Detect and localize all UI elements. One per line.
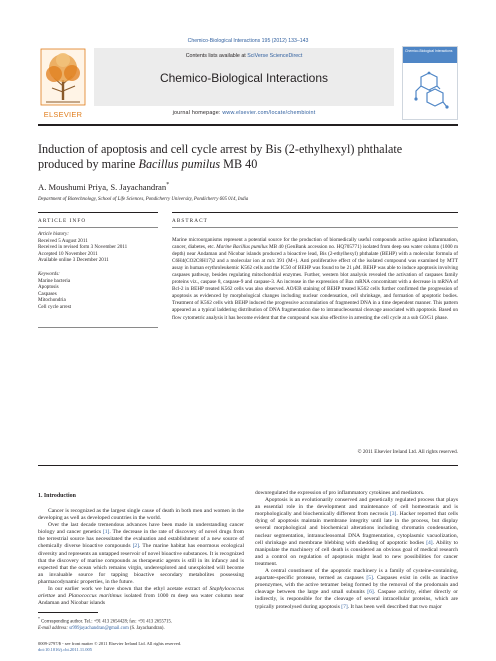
- homepage-prefix: journal homepage:: [172, 110, 223, 116]
- reference-link[interactable]: [5]: [366, 575, 373, 582]
- abstract-heading: ABSTRACT: [172, 218, 208, 224]
- history-item: Received in revised form 3 November 2011: [38, 244, 128, 251]
- abstract-top-rule: [172, 212, 458, 213]
- title-organism: Bacillus pumilus: [138, 157, 221, 171]
- corresponding-author-mark[interactable]: *: [166, 182, 170, 189]
- email-line: [38, 626, 244, 632]
- keyword: Marine bacteria: [38, 277, 71, 284]
- corresponding-author-note: [38, 616, 244, 626]
- text: In our earlier work we have shown that the ethyl acetate extract of: [48, 586, 210, 593]
- keyword: Caspases: [38, 290, 57, 297]
- history-item: Accepted 10 November 2011: [38, 250, 98, 257]
- text: . The marine habitat has enormous ecological diversity and represents an untapped reservoir of novel bioactive substances. It is recognized that the discovery of marine compounds as therapeutic agents is still in its infancy and is expected that the ocean which remains virgin, underexplored and unexploited will become an invaluable source for tapping bioactive secondary metabolites possessing pharmacodynamic properties, in the future.: [38, 543, 244, 585]
- email-suffix: (S. Jayachandran).: [128, 625, 165, 631]
- author-list: [38, 182, 169, 192]
- reference-link[interactable]: [7]: [341, 603, 348, 610]
- footnote: [38, 616, 244, 632]
- bottom-identifiers: [38, 641, 244, 652]
- copyright: © 2011 Elsevier Ireland Ltd. All rights reserved.: [357, 449, 458, 455]
- abstract-bottom-rule: [38, 465, 458, 466]
- journal-cover-thumbnail[interactable]: [402, 46, 458, 120]
- history-item: Available online 3 December 2011: [38, 257, 109, 264]
- abstract-organism: Marine Bacillus pumilus: [216, 244, 268, 251]
- reference-link[interactable]: [1]: [102, 529, 110, 536]
- elsevier-tree-logo[interactable]: [38, 46, 88, 120]
- email-label: E-mail address:: [38, 625, 70, 631]
- paragraph: [38, 586, 244, 607]
- article-title-line2: [38, 157, 458, 172]
- abstract-text: [172, 237, 458, 322]
- sciencedirect-link[interactable]: SciVerse ScienceDirect: [247, 53, 303, 59]
- body-left-column: [38, 508, 244, 607]
- keyword: Cell cycle arrest: [38, 303, 72, 310]
- reference-link[interactable]: [3]: [389, 511, 397, 518]
- text: Apoptosis is an evolutionarily conserved and genetically regulated process that plays an essential role in the development and maintenance of cell homeostasis and is morphologically and biochemically different from necrosis: [255, 497, 458, 518]
- footnote-text: Corresponding author. Tel.: +91 413 2654428; fax: +91 413 2655715.: [39, 619, 173, 625]
- cover-title: Chemico-Biological Interactions: [405, 49, 453, 53]
- article-title: [38, 142, 458, 172]
- paragraph: [255, 568, 458, 611]
- abstract-part: Marine microorganisms represent a potential source for the production of biomedically useful compounds active against inflammation, cancer, diabetes, etc.: [172, 237, 458, 251]
- contents-prefix: Contents lists available at: [185, 53, 248, 59]
- article-info: [38, 231, 156, 311]
- doi-link[interactable]: doi:10.1016/j.cbi.2011.11.005: [38, 646, 93, 652]
- affiliation: Department of Biotechnology, School of Life Sciences, Pondicherry University, Pondicherry 605 014, India: [38, 197, 249, 202]
- footnote-mark: *: [38, 617, 40, 621]
- author-names[interactable]: A. Moushumi Priya, S. Jayachandran: [38, 182, 167, 192]
- title-strain: MB 40: [220, 157, 258, 171]
- organism-name: Staphylococcus arlettae: [38, 586, 244, 600]
- publisher-name: ELSEVIER: [43, 110, 83, 119]
- text: isolated from 1000 m deep sea water column near Andaman and Nicobar islands: [38, 593, 244, 607]
- reference-link[interactable]: [2]: [132, 543, 140, 550]
- body-right-column: [255, 490, 458, 611]
- footnote-rule: [38, 612, 98, 613]
- reference-link[interactable]: [4]: [426, 539, 433, 546]
- history-item: Received 5 August 2011: [38, 237, 88, 244]
- article-info-heading: ARTICLE INFO: [38, 218, 87, 224]
- paragraph: [38, 522, 244, 586]
- paragraph: [255, 497, 458, 568]
- text: . The decrease in the rate of discovery of novel drugs from the terrestrial source has necessitated the evaluation and establishment of a new source of chemically diverse bioactive compounds: [38, 529, 244, 550]
- text: A central constituent of the apoptotic machinery is a family of cysteine-containing, aspartate-specific protease, termed as caspases: [255, 568, 458, 582]
- keyword: Apoptosis: [38, 284, 59, 291]
- cover-molecule-art: [407, 69, 453, 115]
- text: . Caspase activity, either directly or indirectly, is responsible for the cleavage of several intracellular proteins, which are typically proteolysed during apoptosis: [255, 589, 458, 610]
- article-title-line1: Induction of apoptosis and cell cycle arrest by Bis (2-ethylhexyl) phthalate: [38, 142, 403, 156]
- journal-title: Chemico-Biological Interactions: [159, 71, 329, 85]
- text: . Caspases exist in cells as inactive proenzymes, with the active tetramer being formed by the removal of the prodomain and cleavage between the large and small subunits: [255, 575, 458, 596]
- contents-line: [94, 53, 394, 59]
- text: . Hacker reported that cells dying of apoptosis maintain membrane integrity until late in the process, but display several morphological and biochemical alterations including chromatin condensation, nuclear segmentation, intranucleosomal DNA fragmentation, cytoplasmic vacuolization, cell shrinkage and membrane blebbing with shedding of apoptotic bodies: [255, 511, 458, 546]
- issn-line: 0009-2797/$ - see front matter © 2011 Elsevier Ireland Ltd. All rights reserved.: [38, 641, 182, 646]
- keyword: Mitochondria: [38, 297, 66, 304]
- title-text: produced by marine: [38, 157, 139, 171]
- masthead-rule: [38, 124, 458, 126]
- masthead-banner: [94, 48, 394, 106]
- section-heading: 1. Introduction: [38, 493, 76, 499]
- paragraph: downregulated the expression of pro inflammatory cytokines and mediators.: [255, 490, 425, 496]
- masthead: [38, 46, 458, 122]
- history-label: Article history:: [38, 231, 69, 237]
- spacer: [38, 264, 156, 271]
- paragraph: Cancer is recognized as the largest single cause of death in both men and women in the developing as well as developed countries in the world.: [38, 508, 244, 522]
- text: and: [55, 593, 69, 600]
- article-info-top-rule: [38, 212, 158, 213]
- text: Over the last decade tremendous advances have been made in understanding cancer biology and cancer genetics: [38, 522, 244, 536]
- text: . It has been well described that two major: [347, 603, 442, 610]
- keywords-label: Keywords:: [38, 270, 60, 277]
- reference-link[interactable]: [6]: [367, 589, 374, 596]
- text: . Ability to manipulate the machinery of cell death is considered an obvious goal of medical research and a control on regulation of apoptosis might lead to new possibilities for cancer treatment.: [255, 539, 458, 567]
- organism-name: Planococcus maritimus: [68, 593, 122, 600]
- journal-citation[interactable]: Chemico-Biological Interactions 195 (2012) 133–143: [187, 38, 309, 44]
- homepage-link[interactable]: www.elsevier.com/locate/chembioint: [222, 110, 316, 116]
- abstract-part: MB 40 (GenBank accession no. HQ705771) isolated from deep sea water column (1000 m depth) near Andaman and Nicobar islands produced a bioactive lead, Bis (2-ethylhexyl) phthalate (BEHP) with a molecular formula of C6H4(CO2C8H17)2 and a molecular ion at m/z 391 (M+). Anti proliferative effect of the isolated compound was examined by MTT assay in human erythroleukemic K562 cells and the IC50 of BEHP was found to be 21 μM. BEHP was able to induce apoptosis involving caspases pathway, besides regulating mitochondrial enzymes. Further, western blot analysis revealed the activation of caspases family proteins viz., caspase 8, caspase-9 and caspase-3. An increase in the expression of Bax mRNA concomitant with a decrease in mRNA of Bcl-2 in BEHP treated K562 cells was also observed. AO/EB staining of BEHP treated K562 cells further confirmed the progression of apoptosis as evidenced by morphological changes including nuclear condensation, cell shrinkage, and formation of apoptotic bodies. Treatment of K562 cells with BEHP induced the progressive accumulation of fragmented DNA in a time dependent manner. This pattern appeared as a typical laddering distribution of DNA fragmentation due to intranucleosomal cleavage associated with apoptosis. Based on flow cytometric analysis it has become evident that the compound was also effective in arresting the cell cycle at a sub G0/G1 phase.: [172, 244, 459, 321]
- journal-homepage-line: [94, 110, 394, 116]
- email-link[interactable]: sr999jayachandran@gmail.com: [69, 625, 129, 631]
